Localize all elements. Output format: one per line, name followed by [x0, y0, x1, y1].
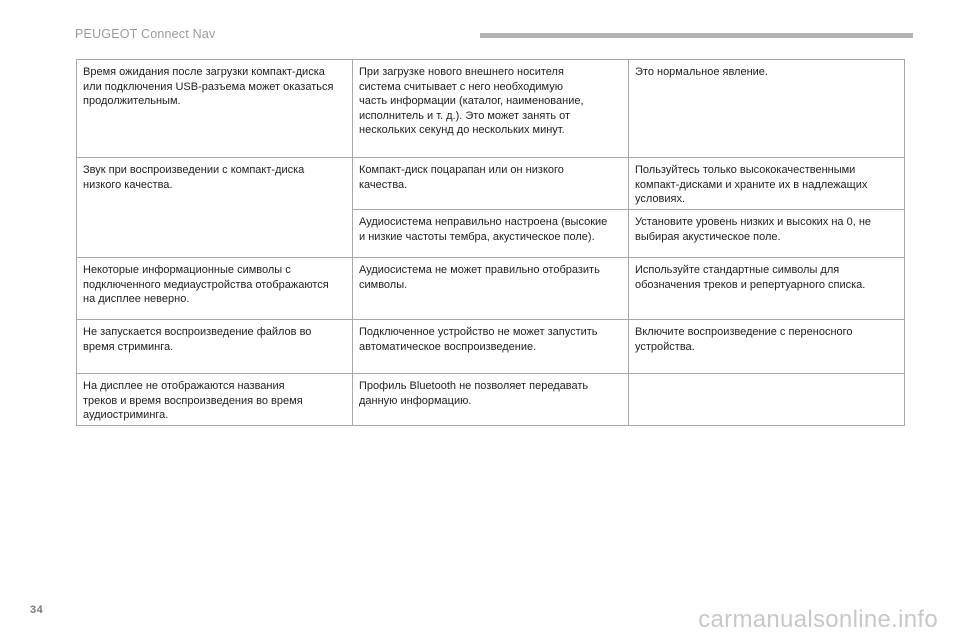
solution-cell: Используйте стандартные символы для обозначения треков и репертуарного списка. — [629, 258, 905, 320]
cause-cell: Аудиосистема неправильно настроена (высокие и низкие частоты тембра, акустическое поле). — [353, 210, 629, 258]
troubleshooting-table — [76, 59, 905, 426]
page-number: 34 — [30, 604, 44, 616]
problem-cell: Некоторые информационные символы с подключенного медиаустройства отображаются на дисплее неверно. — [77, 258, 353, 320]
solution-cell: Включите воспроизведение с переносного устройства. — [629, 320, 905, 374]
table-row — [77, 60, 905, 158]
document-title: PEUGEOT Connect Nav — [75, 27, 216, 41]
cause-cell: Профиль Bluetooth не позволяет передавать данную информацию. — [353, 374, 629, 426]
watermark: carmanualsonline.info — [698, 606, 938, 633]
table-row — [77, 258, 905, 320]
table-row — [77, 374, 905, 426]
solution-cell: Установите уровень низких и высоких на 0, не выбирая акустическое поле. — [629, 210, 905, 258]
problem-cell: На дисплее не отображаются названия треков и время воспроизведения во время аудиостриминга. — [77, 374, 353, 426]
table-row — [77, 320, 905, 374]
solution-cell: Это нормальное явление. — [629, 60, 905, 158]
cause-cell: Подключенное устройство не может запустить автоматическое воспроизведение. — [353, 320, 629, 374]
problem-cell: Время ожидания после загрузки компакт-диска или подключения USB-разъема может оказаться продолжительным. — [77, 60, 353, 158]
table-row — [77, 158, 905, 210]
problem-cell: Звук при воспроизведении с компакт-диска низкого качества. — [77, 158, 353, 258]
header-divider-bar — [480, 33, 913, 38]
cause-cell: При загрузке нового внешнего носителя система считывает с него необходимую часть информации (каталог, наименование, исполнитель и т. д.). Это может занять от нескольких секунд до нескольких минут. — [353, 60, 629, 158]
solution-cell: Пользуйтесь только высококачественными компакт-дисками и храните их в надлежащих условиях. — [629, 158, 905, 210]
cause-cell: Аудиосистема не может правильно отобразить символы. — [353, 258, 629, 320]
cause-cell: Компакт-диск поцарапан или он низкого качества. — [353, 158, 629, 210]
solution-cell — [629, 374, 905, 426]
problem-cell: Не запускается воспроизведение файлов во время стриминга. — [77, 320, 353, 374]
